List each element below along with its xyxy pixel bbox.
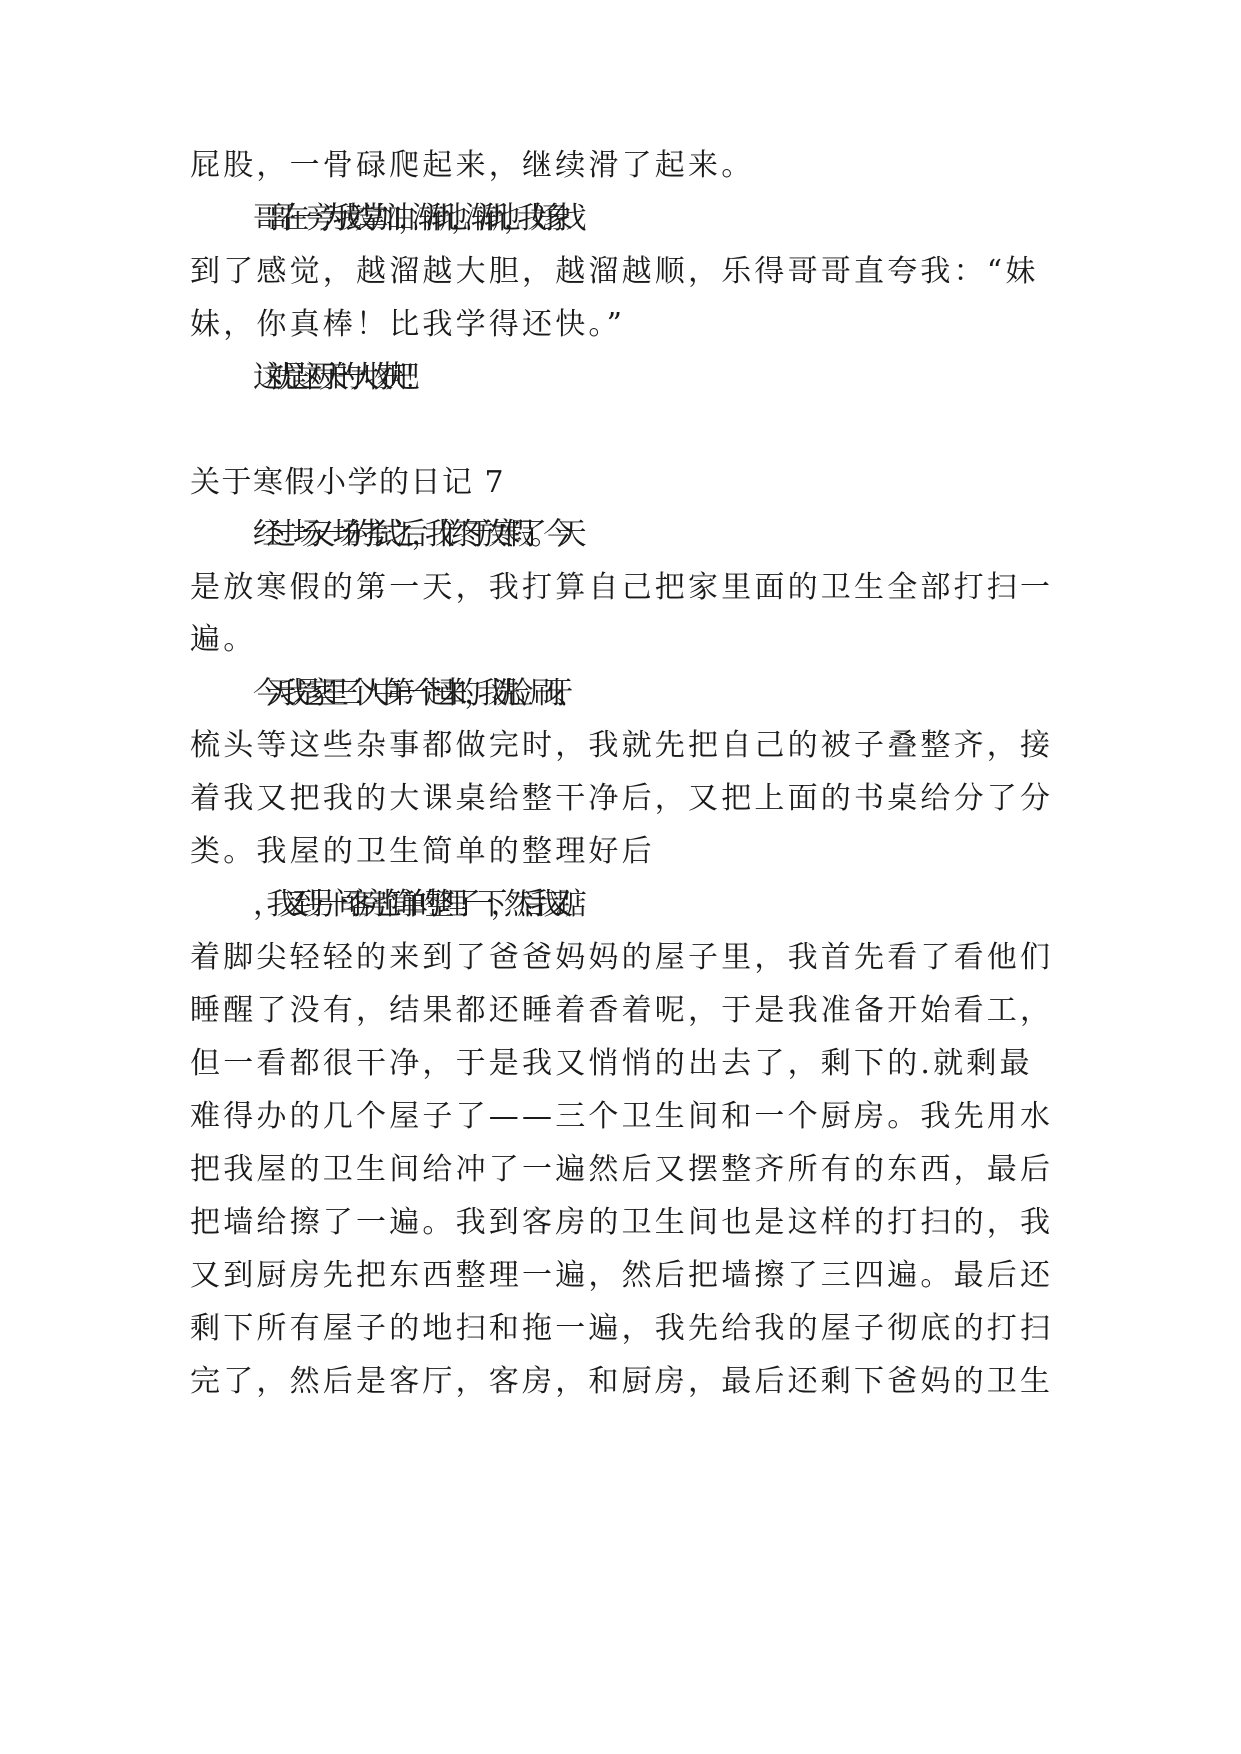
text-line: 这就是这两天的'一大收获吧！ xyxy=(253,360,417,395)
text-line: 哥哥在一旁为我鼓掌加油，渐渐地，渐渐地，我好象找 xyxy=(253,201,570,236)
text-line: 剩下所有屋子的地扫和拖一遍，我先给我的屋子彻底的打扫 xyxy=(190,1311,1054,1346)
text-line: ，我又到另一间客房也简单的整理了一下，然后我又踮 xyxy=(253,887,570,922)
section-heading: 关于寒假小学的日记 7 xyxy=(190,465,506,500)
text-line: 完了，然后是客厅，客房，和厨房，最后还剩下爸妈的卫生 xyxy=(190,1364,1054,1399)
text-line: 遍。 xyxy=(190,622,257,657)
text-line: 睡醒了没有，结果都还睡着香着呢，于是我准备开始看工， xyxy=(190,993,1054,1028)
text-line: 梳头等这些杂事都做完时，我就先把自己的被子叠整齐，接 xyxy=(190,728,1054,763)
text-line: 今天我是家里三个人中第一个起来的，我洗脸、刷牙、 xyxy=(253,676,570,711)
text-line: 着我又把我的大课桌给整干净后，又把上面的书桌给分了分 xyxy=(190,781,1054,816)
text-line: 又到厨房先把东西整理一遍，然后把墙擦了三四遍。最后还 xyxy=(190,1258,1054,1293)
text-line: 到了感觉，越溜越大胆，越溜越顺，乐得哥哥直夸我：“妹 xyxy=(190,254,1039,289)
text-line: 难得办的几个屋子了——三个卫生间和一个厨房。我先用水 xyxy=(190,1099,1054,1134)
text-line: 把墙给擦了一遍。我到客房的卫生间也是这样的打扫的，我 xyxy=(190,1205,1054,1240)
text-line: 类。我屋的卫生简单的整理好后 xyxy=(190,834,655,869)
text-line: 经过一场又一场的考试之后，我们终于放寒假了。今天 xyxy=(253,517,570,552)
text-line: 妹，你真棒！比我学得还快。” xyxy=(190,307,626,342)
text-line: 是放寒假的第一天，我打算自己把家里面的卫生全部打扫一 xyxy=(190,570,1054,605)
text-line: 屁股，一骨碌爬起来，继续滑了起来。 xyxy=(190,148,755,183)
text-line: 把我屋的卫生间给冲了一遍然后又摆整齐所有的东西，最后 xyxy=(190,1152,1054,1187)
text-line: 着脚尖轻轻的来到了爸爸妈妈的屋子里，我首先看了看他们 xyxy=(190,940,1054,975)
text-line: 但一看都很干净，于是我又悄悄的出去了，剩下的.就剩最 xyxy=(190,1046,1033,1081)
